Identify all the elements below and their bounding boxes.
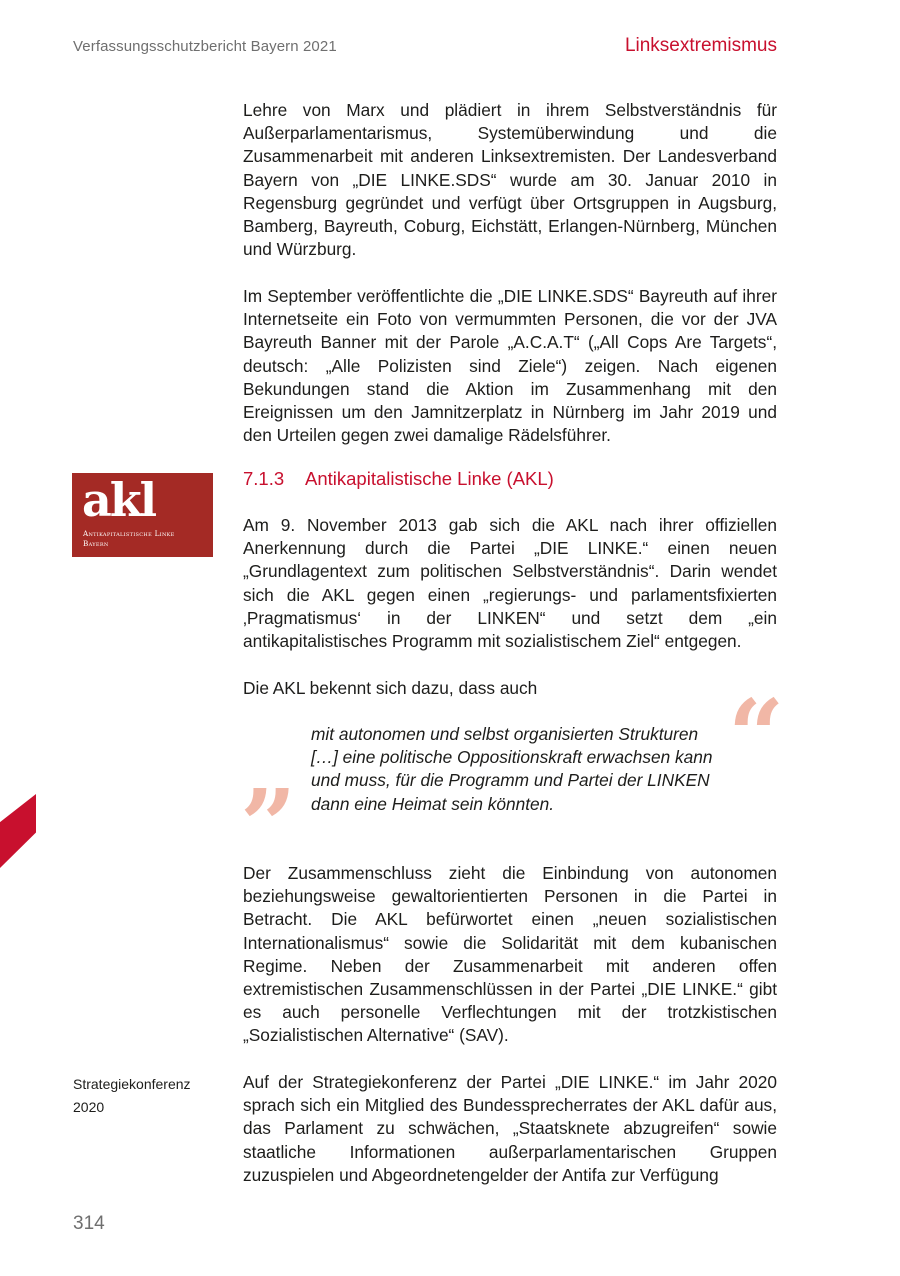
body-paragraph (243, 99, 777, 261)
paragraph-text: Lehre von Marx und plädiert in ihrem Selbstverständnis für Außerparlamentarismus, Systemüberwindung und die Zusammenarbeit mit anderen Linksextremisten. Der Landesverband Bayern von „DIE LINKE.SDS“ wurde am 30. Januar 2010 in Regensburg gegründet und verfügt über Ortsgruppen in Augsburg, Bamberg, Bayreuth, Coburg, Eichstätt, Erlangen-Nürnberg, München und Würzburg. (243, 100, 777, 260)
report-title: Verfassungsschutzbericht Bayern 2021 (73, 38, 337, 55)
margin-note-line1: Strategiekonferenz (73, 1076, 191, 1092)
body-paragraph (243, 285, 777, 447)
margin-note-line2: 2020 (73, 1099, 105, 1115)
body-paragraph (243, 677, 777, 700)
chapter-edge-marker (0, 794, 36, 868)
logo-wordmark: akl (82, 473, 156, 527)
paragraph-text: Auf der Strategiekonferenz der Partei „DIE LINKE.“ im Jahr 2020 sprach sich ein Mitglied des Bundessprecherrates der AKL dafür aus, das Parlament zu schwächen, „Staatsknete abzugreifen“ sowie staatliche Informationen außerparlamentarischen Gruppen zuzuspielen und Abgeordnetengelder der Antifa zur Verfügung (243, 1072, 777, 1185)
block-quote: mit autonomen und selbst organisierten Strukturen […] eine politische Oppositionskraft erwachsen kann und muss, für die Programm und Partei der LINKEN dann eine Heimat sein könnten. (311, 724, 713, 814)
akl-logo (72, 473, 213, 557)
logo-subtitle-line2: Bayern (83, 539, 109, 548)
section-title: Antikapitalistische Linke (AKL) (305, 468, 554, 489)
section-heading (243, 468, 554, 490)
body-paragraph (243, 862, 777, 1048)
body-paragraph (243, 514, 777, 653)
paragraph-text: Der Zusammenschluss zieht die Einbindung von autonomen beziehungsweise gewaltorientierten Personen in die Partei in Betracht. Die AKL befürwortet einen „neuen sozialistischen Internationalismus“ sowie die Solidarität mit dem kubanischen Regime. Neben der Zusammenarbeit mit anderen offen extremistischen Zusammenschlüssen in der Partei „DIE LINKE.“ gibt es auch personelle Verflechtungen mit der trotzkistischen „Sozialistischen Alternative“ (SAV). (243, 863, 777, 1046)
quote-close-mark: ” (240, 769, 297, 884)
paragraph-text: Im September veröffentlichte die „DIE LINKE.SDS“ Bayreuth auf ihrer Internetseite ein Foto von vermummten Personen, die vor der JVA Bayreuth Banner mit der Parole „A.C.A.T“ („All Cops Are Targets“, deutsch: „Alle Polizisten sind Ziele“) zeigen. Nach eigenen Bekundungen stand die Aktion im Zusammenhang mit den Ereignissen um den Jamnitzerplatz in Nürnberg im Jahr 2019 und den Urteilen gegen zwei damalige Rädelsführer. (243, 286, 777, 446)
paragraph-text: Am 9. November 2013 gab sich die AKL nach ihrer offiziellen Anerkennung durch die Partei „DIE LINKE.“ einen neuen „Grundlagentext zum politischen Selbstverständnis“. Darin wendet sich die AKL gegen einen „regierungs- und parlamentsfixierten ‚Pragmatismus‘ in der LINKEN“ und setzt dem „ein antikapitalistisches Programm mit sozialistischem Ziel“ entgegen. (243, 515, 777, 652)
chapter-title: Linksextremismus (624, 35, 777, 56)
logo-subtitle (83, 529, 175, 549)
quote-open-mark: “ (728, 679, 785, 794)
page-number: 314 (73, 1213, 105, 1234)
body-paragraph (243, 1071, 777, 1187)
margin-note (73, 1073, 191, 1119)
logo-subtitle-line1: Antikapitalistische Linke (83, 529, 175, 538)
paragraph-text: Die AKL bekennt sich dazu, dass auch (243, 678, 538, 698)
section-number: 7.1.3 (243, 468, 285, 489)
